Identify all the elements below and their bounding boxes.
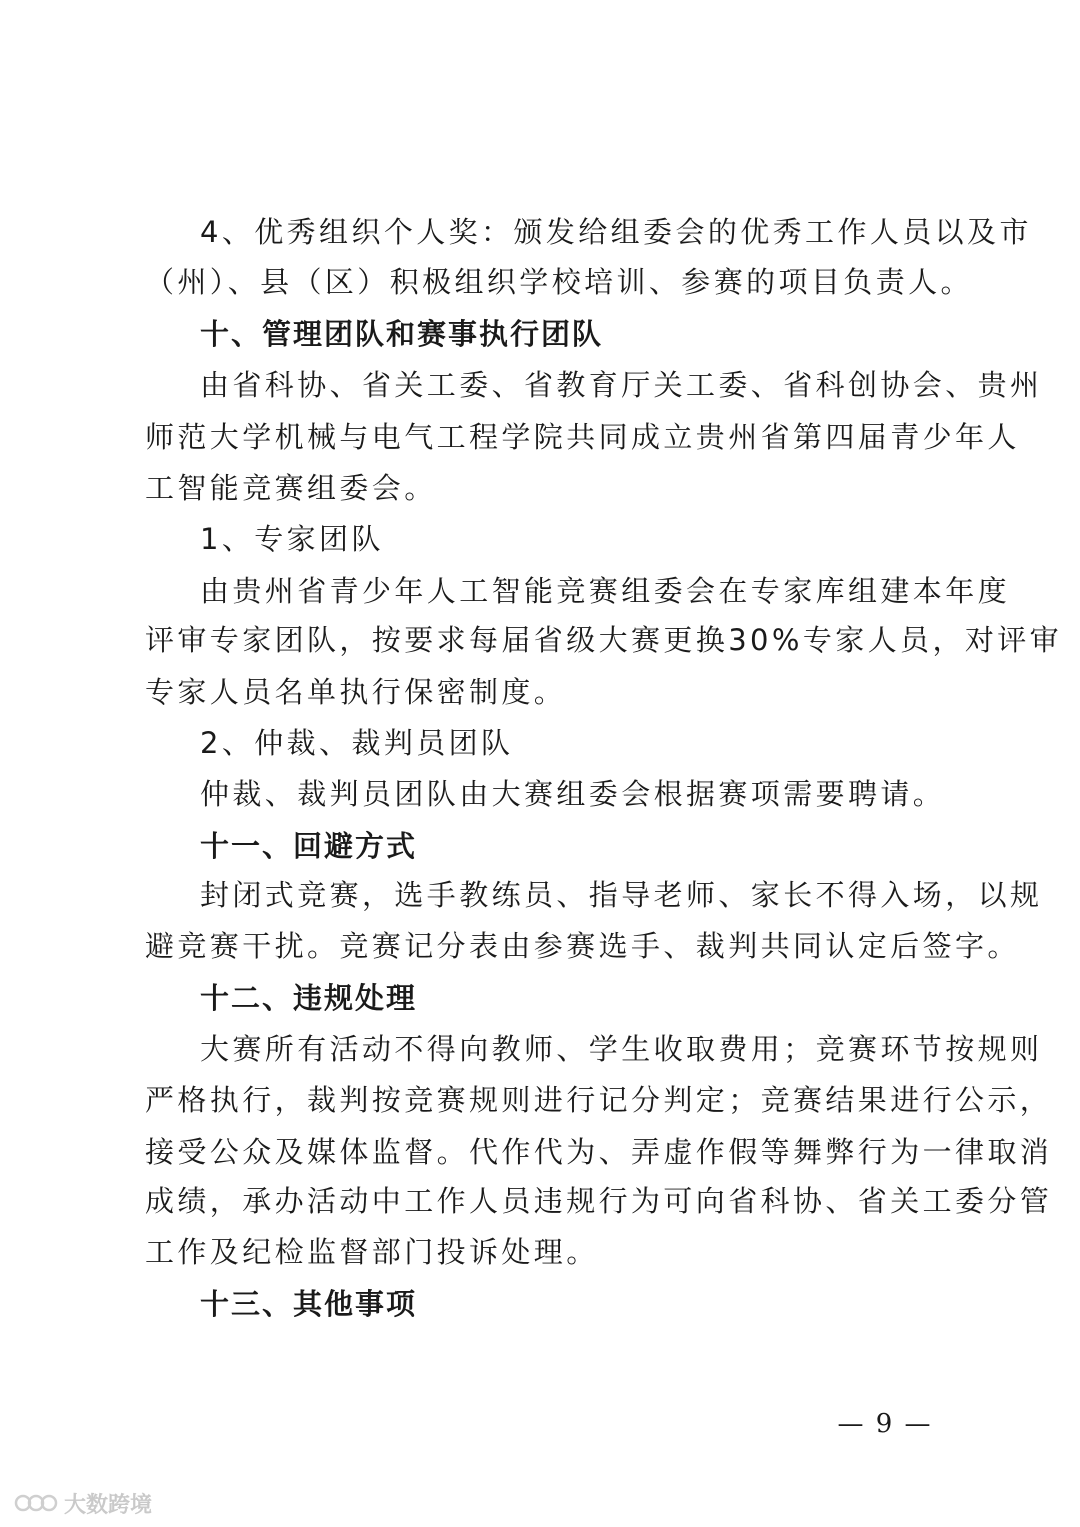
section-10-para-line-3: 工智能竞赛组委会。 xyxy=(145,471,437,505)
section-12-para-line-3: 接受公众及媒体监督。代作代为、弄虚作假等舞弊行为一律取消 xyxy=(145,1135,1053,1169)
section-12-para-line-2: 严格执行，裁判按竞赛规则进行记分判定；竞赛结果进行公示， xyxy=(145,1083,1053,1117)
section-12-para-line-1: 大赛所有活动不得向教师、学生收取费用；竞赛环节按规则 xyxy=(200,1032,1043,1066)
section-11-para-line-1: 封闭式竞赛，选手教练员、指导老师、家长不得入场，以规 xyxy=(200,878,1043,912)
referee-team-para: 仲裁、裁判员团队由大赛组委会根据赛项需要聘请。 xyxy=(200,777,946,811)
section-10-para-line-2: 师范大学机械与电气工程学院共同成立贵州省第四届青少年人 xyxy=(145,420,1020,454)
section-heading-11: 十一、回避方式 xyxy=(200,829,418,863)
award-item-4-line-2: （州）、县（区）积极组织学校培训、参赛的项目负责人。 xyxy=(145,265,973,299)
watermark-text: 大数跨境 xyxy=(64,1492,153,1518)
subheading-referee-team: 2、仲裁、裁判员团队 xyxy=(200,726,514,760)
watermark-logo-icon xyxy=(14,1491,58,1515)
section-11-para-line-2: 避竞赛干扰。竞赛记分表由参赛选手、裁判共同认定后签字。 xyxy=(145,929,1020,963)
watermark xyxy=(14,1488,152,1518)
subheading-expert-team: 1、专家团队 xyxy=(200,522,384,556)
expert-team-para-line-1: 由贵州省青少年人工智能竞赛组委会在专家库组建本年度 xyxy=(200,574,1011,608)
section-12-para-line-4: 成绩，承办活动中工作人员违规行为可向省科协、省关工委分管 xyxy=(145,1184,1053,1218)
section-12-para-line-5: 工作及纪检监督部门投诉处理。 xyxy=(145,1235,599,1269)
section-10-para-line-1: 由省科协、省关工委、省教育厅关工委、省科创协会、贵州 xyxy=(200,368,1043,402)
page-number: — 9 — xyxy=(837,1409,933,1439)
expert-team-para-line-2: 评审专家团队，按要求每届省级大赛更换30%专家人员，对评审 xyxy=(145,623,1063,657)
section-heading-10: 十、管理团队和赛事执行团队 xyxy=(200,317,604,351)
award-item-4-line-1: 4、优秀组织个人奖：颁发给组委会的优秀工作人员以及市 xyxy=(200,215,1032,249)
expert-team-para-line-3: 专家人员名单执行保密制度。 xyxy=(145,675,567,709)
section-heading-13: 十三、其他事项 xyxy=(200,1287,418,1321)
section-heading-12: 十二、违规处理 xyxy=(200,981,418,1015)
